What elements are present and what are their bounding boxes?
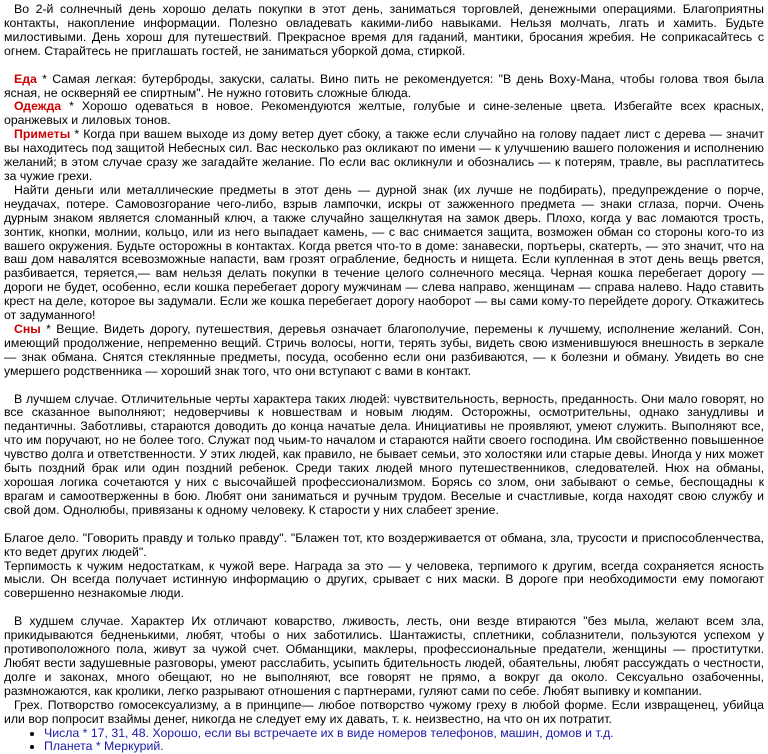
numbers-item-text: Числа * 17, 31, 48. Хорошо, если вы встречаете их в виде номеров телефонов, машин, домов и т.д. [44, 726, 614, 740]
food-text: * Самая легкая: бутерброды, закуски, салаты. Вино пить не рекомендуется: "В день Воху-Мана, чтобы голова твоя была ясная, не оскверняй ее спиртным". Не нужно готовить сложные блюда. [4, 72, 764, 100]
best-case-paragraph: В лучшем случае. Отличительные черты характера таких людей: чувствительность, верность, преданность. Они мало говорят, но все сказанное выполняют; недоверчивы к новшествам и новым людям. Осторожны, осмотрительны, однако занудливы и педантичны. Заботливы, стараются доводить до конца начатые дела. Инициативы не проявляют, умеют служить. Выполняют все, что им поручают, но не более того. Служат под чьим-то началом и стараются найти своего господина. Им свойственно повышенное чувство долга и ответственности. У этих людей, как правило, не бывает семьи, это холостяки или старые девы. Иногда у них может быть поздний брак или один поздний ребенок. Среди таких людей много путешественников, следователей. Нюх на обманы, хорошая логика сочетаются у них с высочайшей профессионализмом. Борясь со злом, они забывают о семье, беспощадны к врагам и самоотверженны в бою. Любят они заниматься и ручным трудом. Веселые и счастливые, когда находят свою службу и свой дом. Однолюбы, привязаны к одному человеку. К старости у них слабеет зрение. [4, 393, 764, 518]
sin-paragraph: Грех. Потворство гомосексуализму, а в принципе— любое потворство чужому греху в любой форме. Если извращенец, убийца или вор попросит взаймы денег, никогда не следует ему их давать, т. к. неизвестно, на что он их потратит. [4, 699, 764, 727]
list-item [44, 727, 764, 741]
omens-label: Приметы [14, 127, 70, 141]
clothing-text: * Хорошо одеваться в новое. Рекомендуются желтые, голубые и сине-зеленые цвета. Избегайте всех красных, оранжевых и лиловых тонов. [4, 99, 764, 127]
intro-paragraph: Во 2-й солнечный день хорошо делать покупки в этот день, заниматься торговлей, денежными операциями. Благоприятны контакты, накопление информации. Полезно овладевать какими-либо навыками. Нельзя молчать, лгать и хамить. Будьте милостивыми. День хорош для путешествий. Прекрасное время для гаданий, мантики, бросания жребия. Не соприкасайтесь с огнем. Старайтесь не приглашать гостей, не заниматься уборкой дома, стиркой. [4, 3, 764, 59]
good-deed-paragraph: Благое дело. "Говорить правду и только правду". "Блажен тот, кто воздерживается от обмана, зла, трусости и приспособленчества, кто ведет других людей". [4, 532, 764, 560]
food-paragraph [4, 73, 764, 101]
omens-more-paragraph: Найти деньги или металлические предметы в этот день — дурной знак (их лучше не подбирать), предупреждение о порче, неудачах, потере. Самовозгорание чего-либо, взрыв лампочки, искры от зажженного предмета — знаки сглаза, порчи. Очень дурным знаком является сломанный ключ, а также случайно защелкнутая на замок дверь. Плохо, когда у вас ломаются трость, зонтик, кнопки, молнии, кольцо, или из него выпадает камень, — с вас снимается защита, возможен обман со стороны кого-то из вашего окружения. Будьте осторожны в контактах. Когда рвется что-то в доме: занавески, портьеры, скатерть, — это значит, что на ваш дом навалятся всевозможные напасти, вам грозят ограбление, бедность и нищета. Если купленная в этот день вещь рвется, разбивается, теряется,— вам нельзя делать покупки в течение целого солнечного месяца. Черная кошка перебегает дорогу — дороги не будет, особенно, если кошка перебегает дорогу мужчинам — слева направо, женщинам — справа налево. Надо ставить крест на деле, которое вы задумали. Если же кошка перебегает дорогу наоборот — вы сами кому-то перейдете дорогу. Откажитесь от задуманного! [4, 184, 764, 323]
planet-item-text: Планета * Меркурий. [44, 739, 164, 753]
clothing-label: Одежда [14, 99, 61, 113]
dreams-text: * Вещие. Видеть дорогу, путешествия, деревья означает благополучие, перемены к лучшему, исполнение желаний. Сон, имеющий продолжение, непременно вещий. Стричь волосы, ногти, терять зубы, видеть свою изменившуюся внешность в зеркале — знак обмана. Снятся стеклянные предметы, посуда, особенно если они разбиваются, — к болезни и обману. Увидеть во сне умершего родственника — хороший знак того, что они вступают с вами в контакт. [4, 322, 764, 378]
list-item [44, 740, 764, 754]
clothing-paragraph [4, 100, 764, 128]
omens-paragraph [4, 128, 764, 184]
dreams-paragraph [4, 323, 764, 379]
dreams-label: Сны [14, 322, 41, 336]
facts-list [4, 727, 764, 754]
worst-case-paragraph: В худшем случае. Характер Их отличают коварство, лживость, лесть, они везде втираются "без мыла, желают всем зла, прикидываются бедненькими, любят, чтобы о них заботились. Шантажисты, сплетники, соблазнители, пользуются успехом у противоположного пола, живут за чужой счет. Обманщики, маклеры, профессиональные предатели, женщины — проститутки. Любят вести задушевные разговоры, умеют расслабить, усыпить бдительность людей, обаятельны, любят рассуждать о честности, долге и законах, много обещают, но не выполняют, все говорят не прямо, а вокруг да около. Сексуально озабоченны, размножаются, как кролики, легко разрывают отношения с партнерами, гуляют сами по себе. Любят выпивку и компании. [4, 615, 764, 698]
food-label: Еда [14, 72, 37, 86]
omens-text: * Когда при вашем выходе из дому ветер дует сбоку, а также если случайно на голову падает лист с дерева — значит вы находитесь под защитой Небесных сил. Вас несколько раз окликают по имени — к улучшению вашего положения и исполнению желаний; в этом случае сразу же загадайте желание. По если вас окликнули и обознались — к потерям, травле, вы расплатитесь за чужие грехи. [4, 127, 764, 183]
tolerance-paragraph: Терпимость к чужим недостаткам, к чужой вере. Награда за это — у человека, терпимого к другим, всегда сохраняется ясность мысли. Он всегда получает истинную информацию о других, срывает с них маски. В дороге при необходимости ему помогают совершенно незнакомые люди. [4, 560, 764, 602]
